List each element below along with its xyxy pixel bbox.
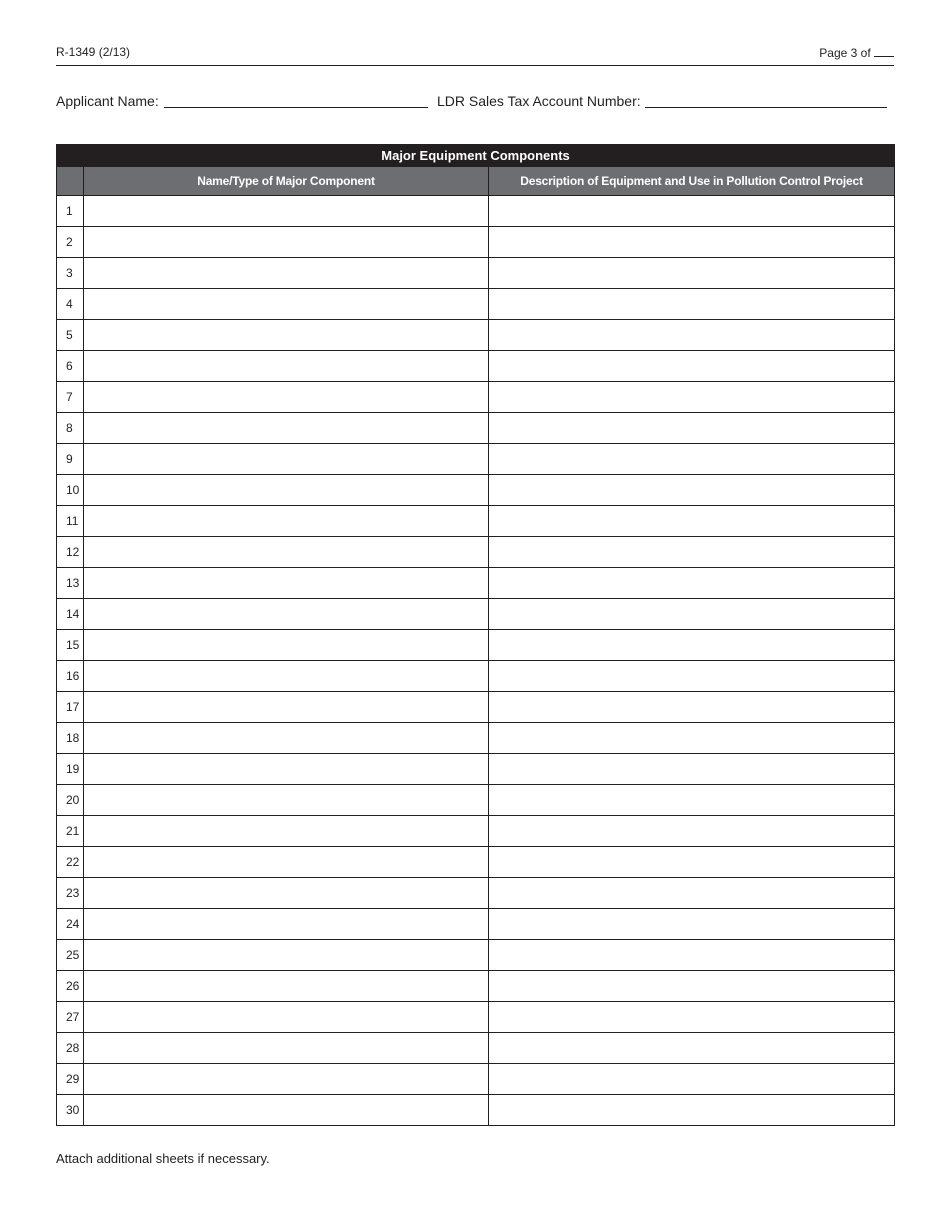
table-row [57,227,895,258]
description-cell[interactable] [489,692,895,723]
major-equipment-table [56,144,895,1126]
row-number: 30 [57,1095,84,1126]
description-cell[interactable] [489,196,895,227]
row-number: 10 [57,475,84,506]
description-cell[interactable] [489,537,895,568]
component-name-cell[interactable] [84,723,489,754]
ldr-account-label: LDR Sales Tax Account Number: [437,93,641,109]
page-total-blank[interactable] [874,45,894,57]
table-row [57,1064,895,1095]
description-cell[interactable] [489,785,895,816]
row-number: 21 [57,816,84,847]
component-name-cell[interactable] [84,630,489,661]
description-cell[interactable] [489,320,895,351]
page-header [56,45,894,66]
description-cell[interactable] [489,475,895,506]
table-row [57,444,895,475]
table-row [57,1095,895,1126]
component-name-cell[interactable] [84,816,489,847]
component-name-cell[interactable] [84,320,489,351]
description-cell[interactable] [489,1064,895,1095]
row-number: 7 [57,382,84,413]
component-name-cell[interactable] [84,568,489,599]
component-name-cell[interactable] [84,661,489,692]
row-number: 3 [57,258,84,289]
row-number: 11 [57,506,84,537]
table-row [57,1002,895,1033]
footer-note: Attach additional sheets if necessary. [56,1151,270,1166]
table-row [57,196,895,227]
row-number: 19 [57,754,84,785]
description-cell[interactable] [489,1095,895,1126]
description-cell[interactable] [489,413,895,444]
row-number: 13 [57,568,84,599]
form-number: R-1349 (2/13) [56,45,131,59]
row-number: 16 [57,661,84,692]
component-name-cell[interactable] [84,692,489,723]
component-name-cell[interactable] [84,940,489,971]
component-name-cell[interactable] [84,971,489,1002]
description-header: Description of Equipment and Use in Pollution Control Project [489,167,895,196]
page-number [819,45,894,60]
component-name-cell[interactable] [84,599,489,630]
component-name-header: Name/Type of Major Component [84,167,489,196]
component-name-cell[interactable] [84,289,489,320]
component-name-cell[interactable] [84,537,489,568]
row-number: 27 [57,1002,84,1033]
description-cell[interactable] [489,568,895,599]
description-cell[interactable] [489,506,895,537]
table-row [57,1033,895,1064]
ldr-account-field[interactable] [645,107,887,108]
row-number: 25 [57,940,84,971]
table-row [57,754,895,785]
table-row [57,909,895,940]
table-row [57,692,895,723]
description-cell[interactable] [489,444,895,475]
table-row [57,878,895,909]
row-number: 15 [57,630,84,661]
description-cell[interactable] [489,630,895,661]
row-number: 22 [57,847,84,878]
component-name-cell[interactable] [84,1064,489,1095]
row-number: 4 [57,289,84,320]
component-name-cell[interactable] [84,1002,489,1033]
description-cell[interactable] [489,723,895,754]
description-cell[interactable] [489,847,895,878]
component-name-cell[interactable] [84,785,489,816]
row-number: 1 [57,196,84,227]
component-name-cell[interactable] [84,413,489,444]
component-name-cell[interactable] [84,196,489,227]
row-number: 2 [57,227,84,258]
table-row [57,289,895,320]
table-row [57,847,895,878]
description-cell[interactable] [489,661,895,692]
table-row [57,537,895,568]
component-name-cell[interactable] [84,847,489,878]
row-number: 8 [57,413,84,444]
table-row [57,258,895,289]
table-row [57,320,895,351]
component-name-cell[interactable] [84,1095,489,1126]
table-row [57,351,895,382]
table-row [57,382,895,413]
component-name-cell[interactable] [84,382,489,413]
table-row [57,413,895,444]
description-cell[interactable] [489,971,895,1002]
table-row [57,630,895,661]
table-row [57,971,895,1002]
description-cell[interactable] [489,227,895,258]
row-number: 5 [57,320,84,351]
row-number-header [57,167,84,196]
row-number: 6 [57,351,84,382]
row-number: 18 [57,723,84,754]
row-number: 12 [57,537,84,568]
description-cell[interactable] [489,878,895,909]
row-number: 14 [57,599,84,630]
description-cell[interactable] [489,599,895,630]
row-number: 24 [57,909,84,940]
component-name-cell[interactable] [84,444,489,475]
description-cell[interactable] [489,351,895,382]
component-name-cell[interactable] [84,506,489,537]
component-name-cell[interactable] [84,475,489,506]
row-number: 17 [57,692,84,723]
table-row [57,940,895,971]
applicant-name-field[interactable] [164,107,428,108]
component-name-cell[interactable] [84,227,489,258]
description-cell[interactable] [489,1002,895,1033]
description-cell[interactable] [489,1033,895,1064]
row-number: 20 [57,785,84,816]
table-row [57,723,895,754]
row-number: 29 [57,1064,84,1095]
component-name-cell[interactable] [84,878,489,909]
row-number: 26 [57,971,84,1002]
applicant-fields [56,93,894,113]
description-cell[interactable] [489,258,895,289]
description-cell[interactable] [489,816,895,847]
description-cell[interactable] [489,754,895,785]
component-name-cell[interactable] [84,754,489,785]
description-cell[interactable] [489,289,895,320]
component-name-cell[interactable] [84,351,489,382]
description-cell[interactable] [489,940,895,971]
table-row [57,785,895,816]
page-label: Page 3 of [819,46,871,60]
table-row [57,475,895,506]
row-number: 9 [57,444,84,475]
table-row [57,816,895,847]
applicant-name-label: Applicant Name: [56,93,159,109]
description-cell[interactable] [489,909,895,940]
component-name-cell[interactable] [84,1033,489,1064]
table-row [57,506,895,537]
description-cell[interactable] [489,382,895,413]
component-name-cell[interactable] [84,909,489,940]
table-row [57,599,895,630]
table-body [57,196,895,1126]
table-row [57,568,895,599]
table-row [57,661,895,692]
table-title: Major Equipment Components [57,145,895,167]
row-number: 23 [57,878,84,909]
component-name-cell[interactable] [84,258,489,289]
row-number: 28 [57,1033,84,1064]
